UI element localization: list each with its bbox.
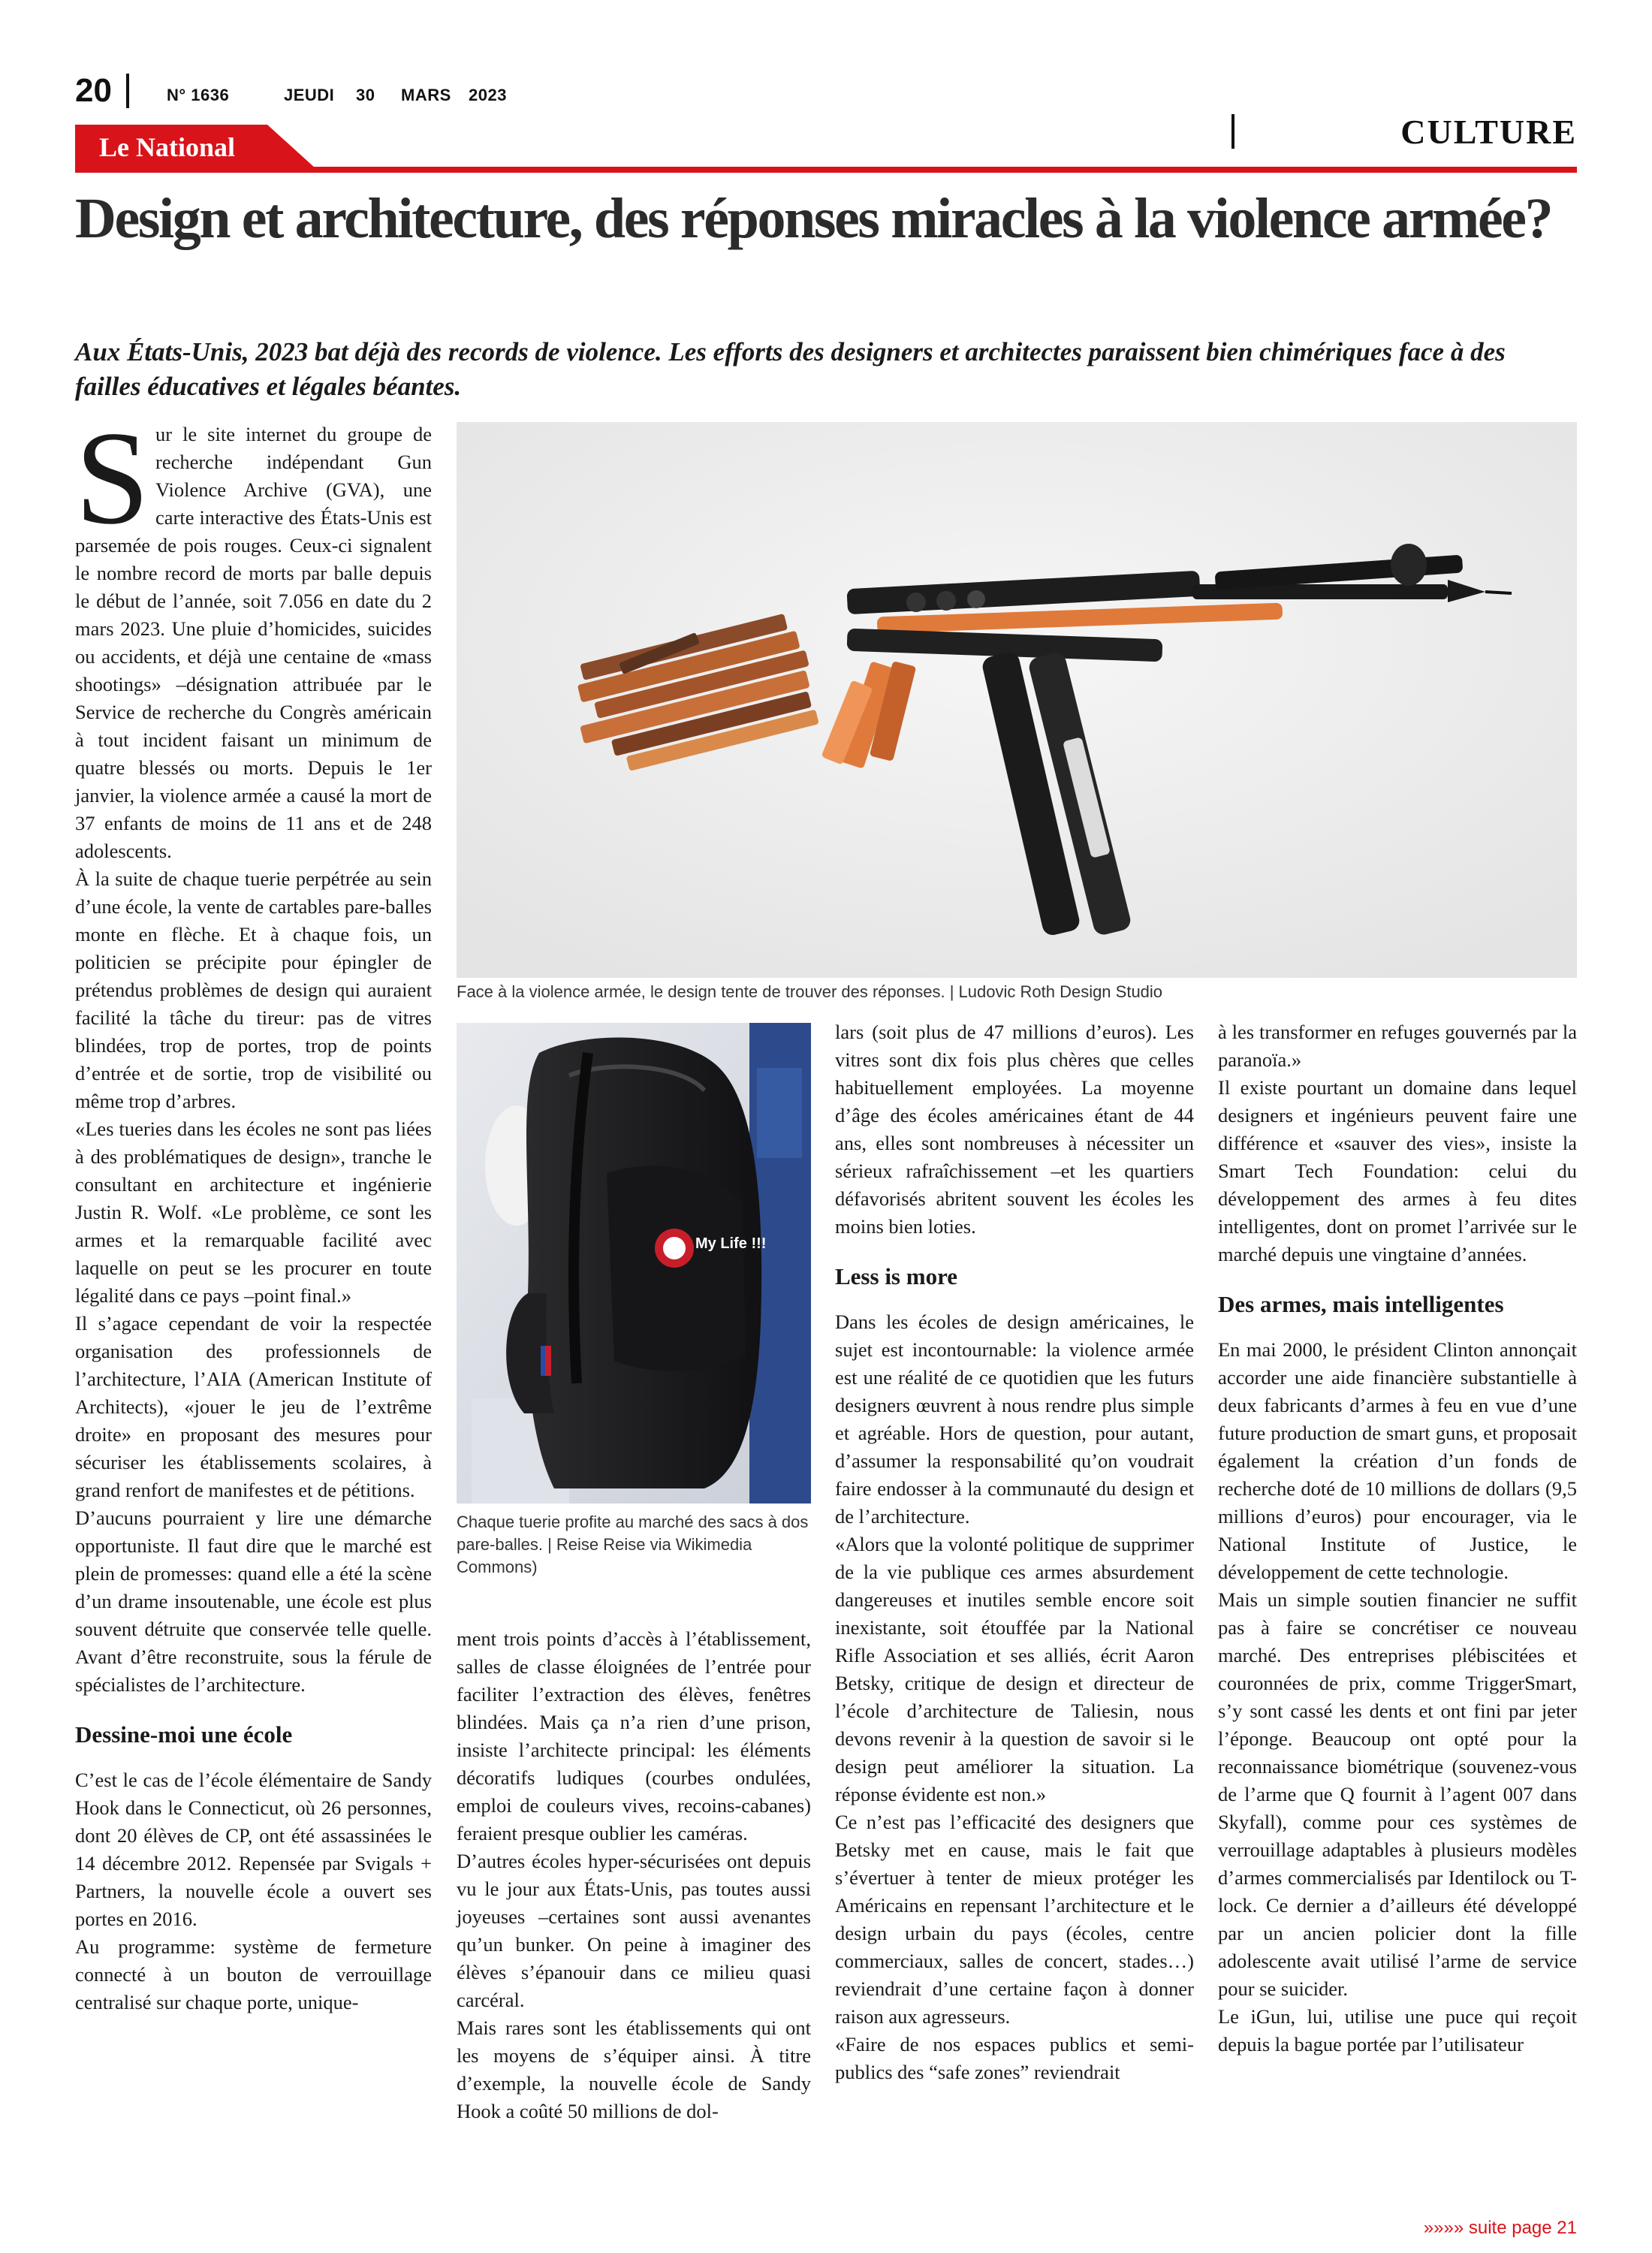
issue-month: MARS — [401, 86, 451, 104]
paragraph: «Les tueries dans les écoles ne sont pas liées à des problématiques de design», tranche le consultant en architecture et ingénierie Justin R. Wolf. «Le problème, ce sont les armes et la remarquable facilité avec laquelle on peut se les procurer en toute légalité dans ce pays –point final.» — [75, 1117, 432, 1307]
paragraph: à les transformer en refuges gouvernés par la paranoïa.» — [1218, 1021, 1577, 1071]
issue-year: 2023 — [469, 86, 507, 104]
paragraph: À la suite de chaque tuerie perpétrée au sein d’une école, la vente de cartables pare-balles monte en flèche. Et à chaque fois, un politicien se précipite pour épingler de prétendus problèmes de design qui auraient facilité la tâche du tireur: pas de vitres blindées, trop de portes, trop de points d’entrée et de sortie, trop de visibilité ou même trop d’arbres. — [75, 867, 432, 1112]
paragraph: Sur le site internet du groupe de recherche indépendant Gun Violence Archive (GVA), une carte interactive des États-Unis est parsemée de pois rouges. Ceux-ci signalent le nombre record de morts par balle depuis le début de l’année, soit 7.056 en date du 2 mars 2023. Une pluie d’homicides, suicides ou accidents, et déjà une centaine de «mass shootings» –désignation attribuée par le Service de recherche du Congrès américain à tout incident faisant un minimum de quatre blessés ou morts. Depuis le 1er janvier, la violence armée a causé la mort de 37 enfants de moins de 11 ans et de 248 adolescents. — [75, 403, 432, 862]
issue-day-number: 30 — [356, 86, 375, 104]
backpack-photo-caption: Chaque tuerie profite au marché des sacs à dos pare-balles. | Reise Reise via Wikimedia Commons) — [457, 1513, 809, 1576]
issue-number: N° 1636 — [167, 86, 230, 104]
backpack-illustration — [457, 1023, 811, 1504]
paragraph: Ce n’est pas l’efficacité des designers que Betsky met en cause, mais le fait que s’évertuer à tenter de mieux protéger les Américains en repensant l’architecture et le design urbain du pays (écoles, centre commerciaux, salles de concert, stades…) reviendrait d’une certaine façon à donner raison aux agresseurs. — [835, 1811, 1194, 2028]
headline: Design et architecture, des réponses miracles à la violence armée? — [75, 187, 1552, 250]
paragraph: D’autres écoles hyper-sécurisées ont depuis vu le jour aux États-Unis, pas toutes aussi joyeuses –certaines sont aussi avenantes qu’un bunker. On peine à imaginer des élèves s’épanouir dans ce milieu quasi carcéral. — [457, 1850, 811, 2011]
subheading: Dessine-moi une école — [75, 1721, 293, 1748]
continued-on-page-link[interactable]: »»»» suite page 21 — [1423, 2218, 1577, 2238]
backpack-photo — [457, 1023, 811, 1504]
section-divider — [1231, 114, 1234, 149]
subheading: Less is more — [835, 1263, 958, 1289]
paragraph: «Faire de nos espaces publics et semi-publics des “safe zones” reviendrait — [835, 2033, 1194, 2083]
main-photo-caption: Face à la violence armée, le design tente de trouver des réponses. | Ludovic Roth Design Studio — [457, 982, 1163, 1001]
paragraph: Mais rares sont les établissements qui ont les moyens de s’équiper ainsi. À titre d’exemple, la nouvelle école de Sandy Hook a coûté 50 millions de dol- — [457, 2016, 811, 2122]
paragraph: lars (soit plus de 47 millions d’euros). Les vitres sont dix fois plus chères que celles habituellement employées. La moyenne d’âge des écoles américaines étant de 44 ans, elles sont nombreuses à nécessiter un sérieux rafraîchissement –et les quartiers défavorisés abritent souvent les écoles les moins bien loties. — [835, 1021, 1194, 1238]
paragraph: D’aucuns pourraient y lire une démarche opportuniste. Il faut dire que le marché est plein de promesses: quand elle a été la scène d’un drame insoutenable, une école est plus souvent détruite que conservée telle quelle. Avant d’être reconstruite, sous la férule de spécialistes de l’architecture. — [75, 1507, 432, 1696]
paragraph: «Alors que la volonté politique de supprimer de la vie publique ces armes absurdement dangereuses et inutiles semble encore soit inexistante, soit étouffée par la National Rifle Association et ses alliés, écrit Aaron Betsky, critique de design et directeur de l’école d’architecture de Taliesin, nous devons revenir à la question de savoir si le design peut améliorer la situation. La réponse évidente est non.» — [835, 1533, 1194, 1805]
paragraph: Le iGun, lui, utilise une puce qui reçoit depuis la bague portée par l’utilisateur — [1218, 2005, 1577, 2055]
subheading: Des armes, mais intelligentes — [1218, 1291, 1504, 1317]
header-divider — [126, 74, 129, 108]
article-column-2 — [457, 1625, 811, 2125]
header-rule — [75, 167, 1577, 173]
standfirst: Aux États-Unis, 2023 bat déjà des records de violence. Les efforts des designers et architectes paraissent bien chimériques face à des failles éducatives et légales béantes. — [75, 337, 1506, 401]
brand-logo: Le National — [99, 132, 236, 162]
paragraph: Il existe pourtant un domaine dans lequel designers et ingénieurs peuvent faire une différence et «sauver des vies», insiste la Smart Tech Foundation: celui du développement des armes à feu dites intelligentes, dont on promet l’arrivée sur le marché depuis une vingtaine d’années. — [1218, 1076, 1577, 1265]
pens-rifle-illustration — [457, 422, 1577, 978]
article-column-1 — [75, 403, 432, 2016]
paragraph: Dans les écoles de design américaines, le sujet est incontournable: la violence armée est une réalité de ce quotidien que les futurs designers œuvrent à nous rendre plus simple et agréable. Hors de question, pour autant, d’assumer la responsabilité qu’on voudrait faire endosser à la communauté du design et de l’architecture. — [835, 1310, 1194, 1528]
dropcap: S — [75, 403, 149, 552]
paragraph: ment trois points d’accès à l’établissement, salles de classe éloignées de l’entrée pour faciliter l’extraction des élèves, fenêtres blindées. Mais ça n’a rien d’une prison, insiste l’architecte principal: les éléments décoratifs ludiques (courbes ondulées, emploi de couleurs vives, recoins-cabanes) feraient presque oublier les caméras. — [457, 1627, 811, 1844]
article-column-3 — [835, 1018, 1194, 2086]
paragraph: Mais un simple soutien financier ne suffit pas à faire se concrétiser ce nouveau marché. Des entreprises plébiscitées et couronnées de prix, comme TriggerSmart, s’y sont cassé les dents et ont fini par jeter l’éponge. Beaucoup ont opté pour la reconnaissance biométrique (souvenez-vous de l’arme que Q fournit à l’agent 007 dans Skyfall), comme pour ces systèmes de verrouillage adaptables à plusieurs modèles d’armes commercialisés par Identilock ou T-lock. Ce dernier a d’ailleurs été développé par un ancien policier dont la fille adolescente avait utilisé l’arme de service pour se suicider. — [1218, 1588, 1577, 2000]
issue-day: JEUDI — [284, 86, 335, 104]
main-photo — [457, 422, 1577, 978]
paragraph: Il s’agace cependant de voir la respectée organisation des professionnels de l’architecture, l’AIA (American Institute of Architects), «jouer le jeu de l’extrême droite» en proposant des mesures pour sécuriser les établissements scolaires, à grand renfort de manifestes et de pétitions. — [75, 1312, 432, 1501]
paragraph: C’est le cas de l’école élémentaire de Sandy Hook dans le Connecticut, où 26 personnes, dont 20 élèves de CP, ont été assassinées le 14 décembre 2012. Repensée par Svigals + Partners, la nouvelle école a ouvert ses portes en 2016. — [75, 1769, 432, 1930]
article-column-4 — [1218, 1018, 1577, 2058]
paragraph: En mai 2000, le président Clinton annonçait accorder une aide financière substantielle à deux fabricants d’armes à feu en vue d’une future production de smart guns, et proposait également la création d’un fonds de recherche doté de 10 millions de dollars (9,5 millions d’euros) pour encourager, via le National Institute of Justice, le développement de cette technologie. — [1218, 1338, 1577, 1583]
page-number: 20 — [75, 72, 112, 109]
section-label: CULTURE — [1400, 113, 1577, 151]
paragraph: Au programme: système de fermeture connecté à un bouton de verrouillage centralisé sur chaque porte, unique- — [75, 1935, 432, 2013]
backpack-patch-text: My Life !!! — [695, 1235, 767, 1252]
